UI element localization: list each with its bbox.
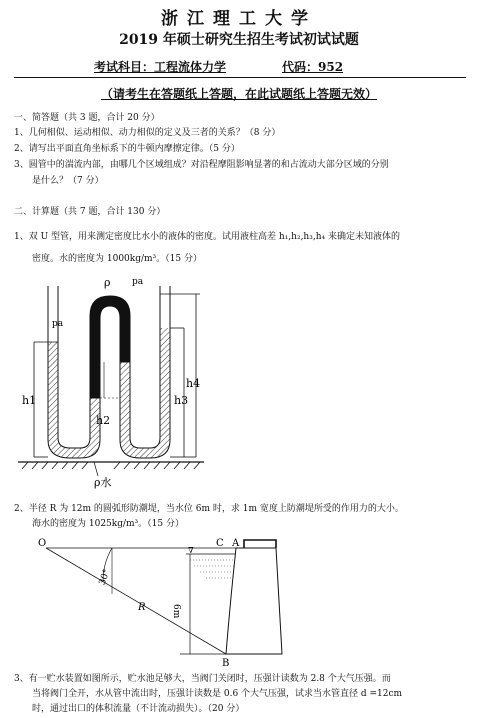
angle-label: 30° [97,568,113,587]
h4-label: h4 [186,377,201,390]
section1-heading: 一、简答题（共 3 题，合计 20 分） [14,113,160,123]
double-u-tube-figure [14,272,214,497]
sea-wall-figure [30,534,320,669]
radius-label: R [138,602,146,613]
exam-code: 代码：952 [282,60,344,74]
section2-question1-line2: 密度。水的密度为 1000kg/m³。（15 分） [32,254,202,264]
header-rule [14,77,466,78]
ground-hatch [22,462,200,469]
exam-title: 2019 年硕士研究生招生考试初试试题 [119,32,359,48]
rho-label: ρ [104,276,111,289]
point-c-label: C [216,538,224,549]
rho-water-label: ρ水 [94,476,112,489]
h2-label: h2 [96,414,111,427]
water-body [190,560,234,578]
section2-question1-line1: 1、双 U 型管，用来测定密度比水小的液体的密度。试用液柱高差 h₁,h₂,h₃,h₄ 来确定未知液体的 [14,232,400,242]
section2-question3-line1: 3、有一贮水装置如图所示，贮水池足够大，当阀门关闭时，压强计读数为 2.8 个大气压强。而 [14,674,391,684]
point-o-label: O [38,538,47,549]
section1-question3-line1: 3、圆管中的湍流内部，由哪几个区域组成？对沿程摩阻影响显著的和占流动大部分区域的分别 [14,160,389,170]
section1-question1: 1、几何相似、运动相似、动力相似的定义及三者的关系？（8 分） [14,128,281,138]
water-level-icon: ∇ [188,546,194,555]
depth-label: 6m [171,604,181,619]
pa-right-label: pa [132,277,144,287]
h1-label: h1 [22,394,37,407]
point-a-label: A [232,538,240,549]
section2-question3-line3: 时，通过出口的体积流量（不计流动损失）。（20 分） [32,704,245,714]
exam-notice: （请考生在答题纸上答题，在此试题纸上答题无效） [100,87,377,101]
section2-question2-line1: 2、半径 R 为 12m 的圆弧形防潮堤，当水位 6m 时，求 1m 宽度上防潮堤所受的作用力的大小。 [14,504,404,514]
section1-question3-line2: 是什么？（7 分） [32,176,104,186]
exam-subject: 考试科目：工程流体力学 [94,60,227,74]
section2-question2-line2: 海水的密度为 1025kg/m³。（15 分） [32,519,184,529]
university-name: 浙江理工大学 [161,9,317,29]
section2-heading: 二、计算题（共 7 题，合计 130 分） [14,207,166,217]
point-b-label: B [222,658,230,669]
section2-question3-line2: 当将阀门全开，水从管中流出时，压强计读数是 0.6 个大气压强，试求当水管直径 d =12cm [32,689,403,699]
section1-question2: 2、请写出平面直角坐标系下的牛顿内摩擦定律。（5 分） [14,144,240,154]
h3-label: h3 [174,394,189,407]
pa-left-label: pa [52,319,64,329]
